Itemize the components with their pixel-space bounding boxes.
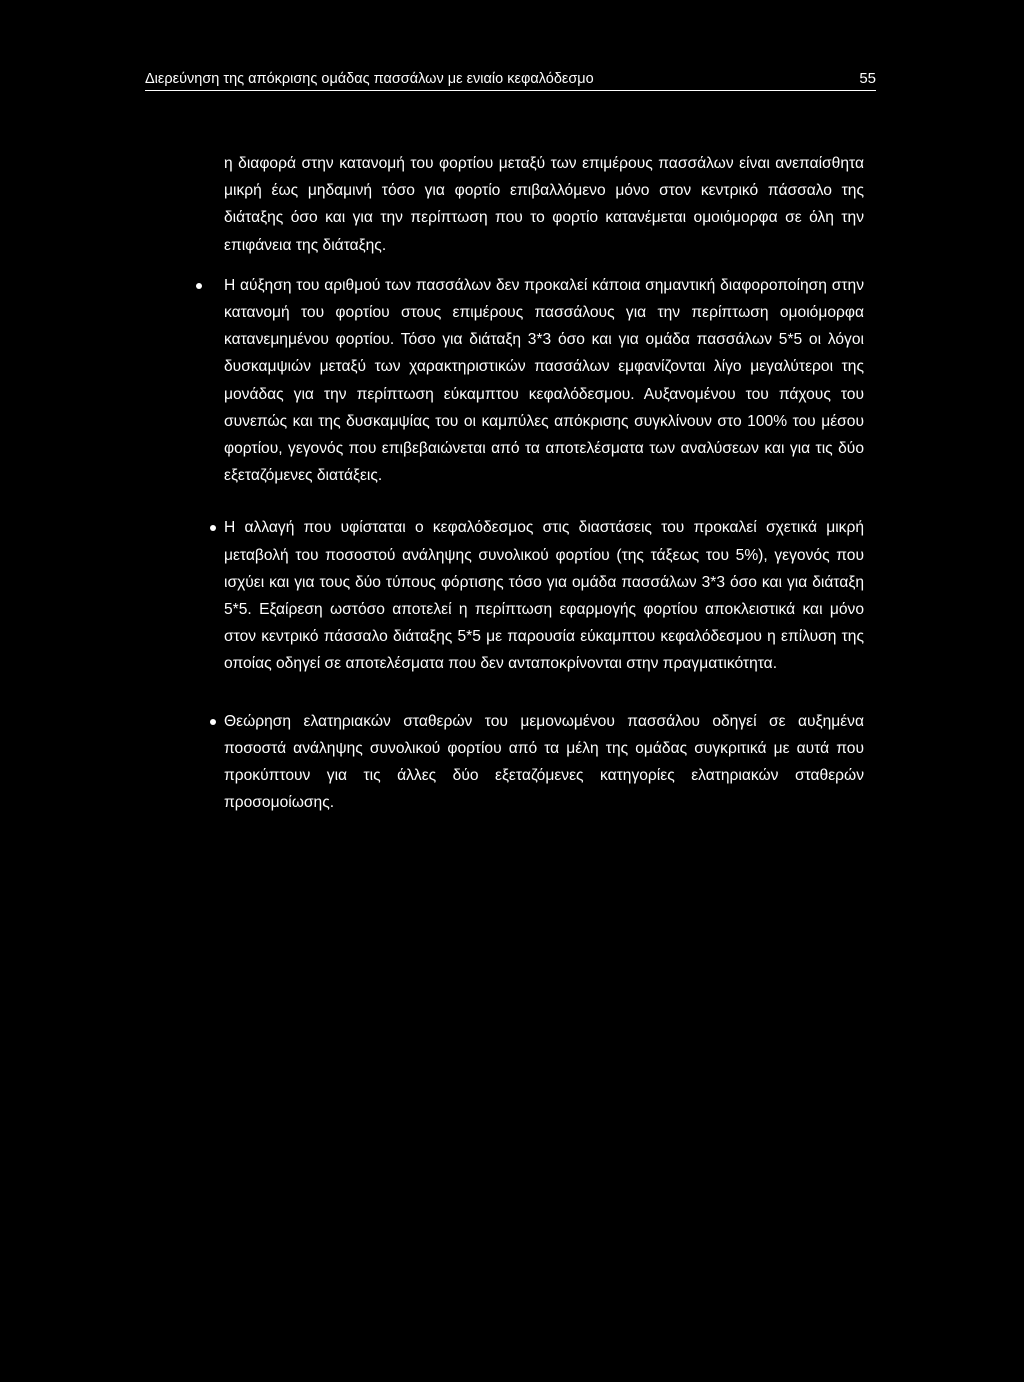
conclusions-list [224, 272, 864, 817]
bullet-text: Η αύξηση του αριθμού των πασσάλων δεν προκαλεί κάποια σημαντική διαφοροποίηση στην κατανομή του φορτίου στους επιμέρους πασσάλους για την περίπτωση ομοιόμορφα κατανεμημένου φορτίου. Τόσο για διάταξη 3*3 όσο και για ομάδα πασσάλων 5*5 οι λόγοι δυσκαμψιών μεταξύ των χαρακτηριστικών πασσάλων εμφανίζονται λίγο μεγαλύτεροι της μονάδας για την περίπτωση εύκαμπτου κεφαλόδεσμου. Αυξανομένου του πάχους του συνεπώς και της δυσκαμψίας του οι καμπύλες απόκρισης συγκλίνουν στο 100% του μέσου φορτίου, γεγονός που επιβεβαιώνεται από τα αποτελέσματα των αναλύσεων και για τις δύο εξεταζόμενες διατάξεις. [224, 276, 864, 485]
list-item [224, 514, 864, 677]
list-item [224, 708, 864, 817]
bullet-icon [210, 525, 216, 531]
running-header-title: Διερεύνηση της απόκρισης ομάδας πασσάλων με ενιαίο κεφαλόδεσμο [145, 71, 594, 87]
page-header [145, 68, 876, 91]
bullet-text: Θεώρηση ελατηριακών σταθερών του μεμονωμένου πασσάλου οδηγεί σε αυξημένα ποσοστά ανάληψης συνολικού φορτίου από τα μέλη της ομάδας συγκριτικά με αυτά που προκύπτουν για τις άλλες δύο εξεταζόμενες κατηγορίες ελατηριακών σταθερών προσομοίωσης. [224, 712, 864, 812]
page-number: 55 [859, 70, 876, 87]
bullet-icon [196, 283, 202, 289]
bullet-icon [210, 719, 216, 725]
bullet-text: Η αλλαγή που υφίσταται ο κεφαλόδεσμος στις διαστάσεις του προκαλεί σχετικά μικρή μεταβολή του ποσοστού ανάληψης συνολικού φορτίου (της τάξεως του 5%), γεγονός που ισχύει και για τους δύο τύπους φόρτισης τόσο για ομάδα πασσάλων 3*3 όσο και για διάταξη 5*5. Εξαίρεση ωστόσο αποτελεί η περίπτωση εφαρμογής φορτίου αποκλειστικά και μόνο στον κεντρικό πάσσαλο διάταξης 5*5 με παρουσία εύκαμπτου κεφαλόδεσμου η επίλυση της οποίας οδηγεί σε αποτελέσματα που δεν ανταποκρίνονται στην πραγματικότητα. [224, 519, 864, 673]
list-item [224, 272, 864, 490]
intro-paragraph: η διαφορά στην κατανομή του φορτίου μεταξύ των επιμέρους πασσάλων είναι ανεπαίσθητα μικρή έως μηδαμινή τόσο για φορτίο επιβαλλόμενο μόνο στον κεντρικό πάσσαλο της διάταξης όσο και για την περίπτωση που το φορτίο κατανέμεται ομοιόμορφα σε όλη την επιφάνεια της διάταξης. [224, 155, 864, 254]
page-content [224, 150, 864, 816]
